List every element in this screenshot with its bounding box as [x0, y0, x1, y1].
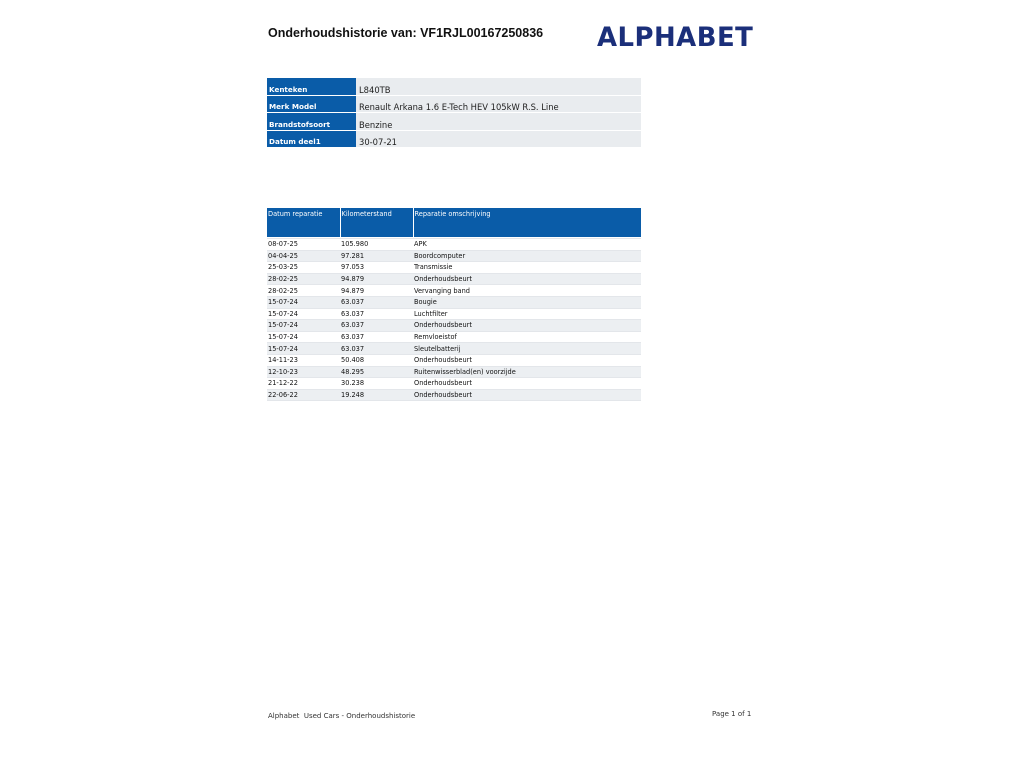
table-row [267, 296, 641, 308]
info-value: Benzine [356, 113, 641, 131]
date-cell: 15-07-24 [267, 331, 340, 343]
info-value: L840TB [356, 78, 641, 95]
mileage-cell: 105.980 [340, 239, 413, 251]
date-cell: 25-03-25 [267, 262, 340, 274]
table-row [267, 273, 641, 285]
table-row [267, 354, 641, 366]
mileage-cell: 63.037 [340, 331, 413, 343]
date-cell: 21-12-22 [267, 378, 340, 390]
description-cell: APK [413, 239, 641, 251]
description-cell: Boordcomputer [413, 250, 641, 262]
mileage-cell: 63.037 [340, 296, 413, 308]
table-row [267, 239, 641, 251]
info-row [267, 95, 641, 113]
info-label: Kenteken [267, 78, 356, 95]
column-header-date: Datum reparatie [267, 208, 340, 237]
mileage-cell: 19.248 [340, 389, 413, 401]
description-cell: Bougie [413, 296, 641, 308]
date-cell: 15-07-24 [267, 296, 340, 308]
column-header-description: Reparatie omschrijving [413, 208, 641, 237]
table-row [267, 320, 641, 332]
date-cell: 28-02-25 [267, 273, 340, 285]
info-label: Datum deel1 [267, 130, 356, 148]
info-row [267, 113, 641, 131]
table-row [267, 308, 641, 320]
mileage-cell: 94.879 [340, 273, 413, 285]
description-cell: Onderhoudsbeurt [413, 320, 641, 332]
mileage-cell: 97.281 [340, 250, 413, 262]
description-cell: Remvloeistof [413, 331, 641, 343]
date-cell: 14-11-23 [267, 354, 340, 366]
table-row [267, 262, 641, 274]
date-cell: 15-07-24 [267, 308, 340, 320]
mileage-cell: 63.037 [340, 308, 413, 320]
mileage-cell: 30.238 [340, 378, 413, 390]
mileage-cell: 48.295 [340, 366, 413, 378]
page-title: Onderhoudshistorie van: VF1RJL00167250836 [268, 26, 544, 40]
description-cell: Sleutelbatterij [413, 343, 641, 355]
date-cell: 12-10-23 [267, 366, 340, 378]
info-row [267, 130, 641, 148]
table-row [267, 343, 641, 355]
description-cell: Transmissie [413, 262, 641, 274]
info-value: Renault Arkana 1.6 E-Tech HEV 105kW R.S. Line [356, 95, 641, 113]
mileage-cell: 63.037 [340, 343, 413, 355]
history-header-row [267, 208, 641, 237]
table-row [267, 378, 641, 390]
description-cell: Vervanging band [413, 285, 641, 297]
column-header-mileage: Kilometerstand [340, 208, 413, 237]
description-cell: Onderhoudsbeurt [413, 389, 641, 401]
mileage-cell: 94.879 [340, 285, 413, 297]
date-cell: 08-07-25 [267, 239, 340, 251]
vehicle-info-table [267, 78, 641, 148]
date-cell: 28-02-25 [267, 285, 340, 297]
table-row [267, 250, 641, 262]
date-cell: 15-07-24 [267, 320, 340, 332]
page-number: Page 1 of 1 [712, 710, 752, 718]
date-cell: 22-06-22 [267, 389, 340, 401]
info-label: Brandstofsoort [267, 113, 356, 131]
alphabet-logo: ALPHABET [597, 22, 754, 53]
date-cell: 04-04-25 [267, 250, 340, 262]
table-row [267, 285, 641, 297]
description-cell: Onderhoudsbeurt [413, 354, 641, 366]
table-row [267, 389, 641, 401]
date-cell: 15-07-24 [267, 343, 340, 355]
table-row [267, 366, 641, 378]
info-value: 30-07-21 [356, 130, 641, 148]
description-cell: Onderhoudsbeurt [413, 378, 641, 390]
description-cell: Luchtfilter [413, 308, 641, 320]
mileage-cell: 97.053 [340, 262, 413, 274]
description-cell: Onderhoudsbeurt [413, 273, 641, 285]
mileage-cell: 50.408 [340, 354, 413, 366]
info-row [267, 78, 641, 95]
description-cell: Ruitenwisserblad(en) voorzijde [413, 366, 641, 378]
table-row [267, 331, 641, 343]
footer-label: Alphabet Used Cars - Onderhoudshistorie [268, 712, 416, 720]
maintenance-history-table [267, 208, 641, 401]
info-label: Merk Model [267, 95, 356, 113]
mileage-cell: 63.037 [340, 320, 413, 332]
